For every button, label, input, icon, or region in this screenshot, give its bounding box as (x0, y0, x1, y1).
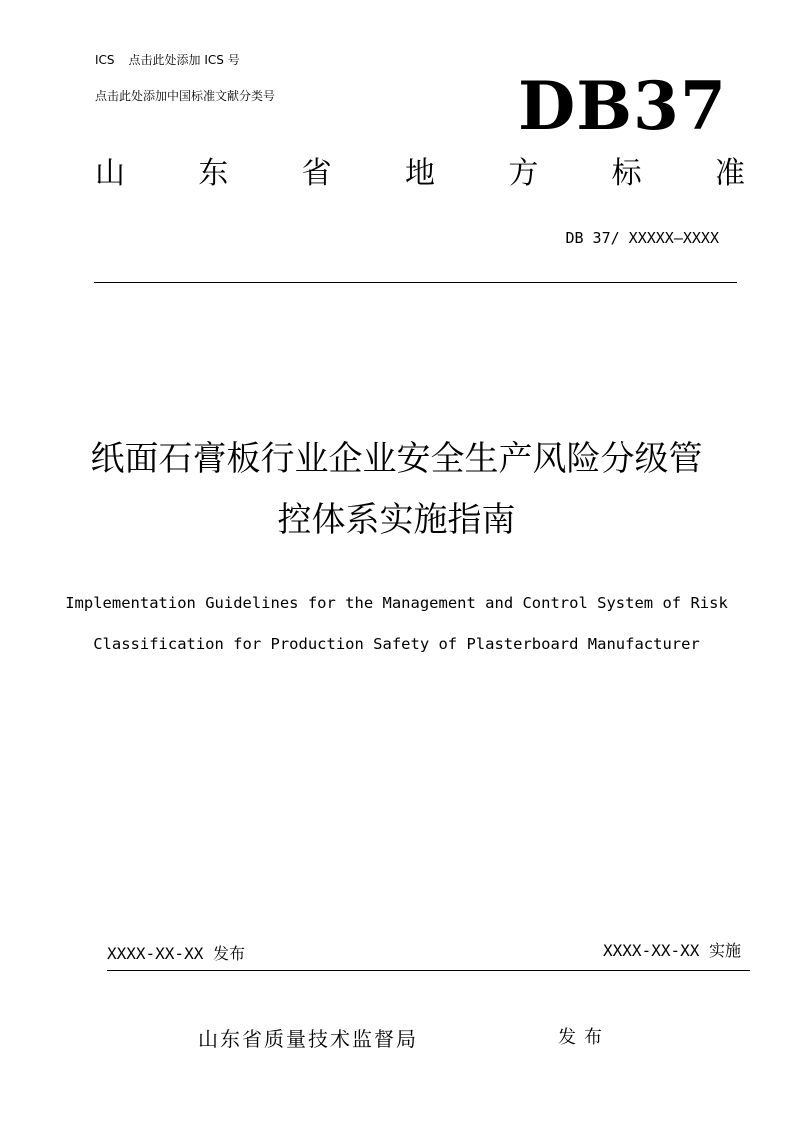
standard-number: DB 37/ XXXXX—XXXX (565, 229, 719, 247)
header-divider (94, 282, 737, 283)
standard-type-char: 省 (301, 156, 332, 191)
standard-type-char: 准 (714, 156, 745, 191)
standard-type-char: 东 (198, 156, 229, 191)
cn-title-line2: 控体系实施指南 (277, 500, 516, 540)
en-title-line1: Implementation Guidelines for the Management and Control System of Risk (65, 594, 728, 612)
issuer-action: 发布 (558, 1027, 610, 1048)
issue-date: XXXX-XX-XX 发布 (107, 944, 245, 963)
en-title-line2: Classification for Production Safety of Plasterboard Manufacturer (93, 635, 700, 653)
ics-placeholder[interactable]: 点击此处添加 ICS 号 (128, 53, 240, 67)
footer-divider (107, 970, 750, 971)
ics-label: ICS (95, 53, 115, 67)
implement-date: XXXX-XX-XX 实施 (603, 941, 741, 960)
ccs-placeholder[interactable]: 点击此处添加中国标准文献分类号 (95, 89, 276, 103)
standard-type-title (95, 154, 745, 194)
cn-title-line1: 纸面石膏板行业企业安全生产风险分级管 (90, 439, 703, 479)
standard-type-char: 地 (404, 156, 435, 191)
standard-type-char: 山 (95, 156, 125, 191)
standard-type-char: 标 (611, 156, 642, 191)
issuer-name: 山东省质量技术监督局 (198, 1027, 418, 1051)
db-code: DB37 (518, 67, 727, 145)
ics-line (95, 51, 240, 68)
standard-type-char: 方 (508, 156, 539, 191)
